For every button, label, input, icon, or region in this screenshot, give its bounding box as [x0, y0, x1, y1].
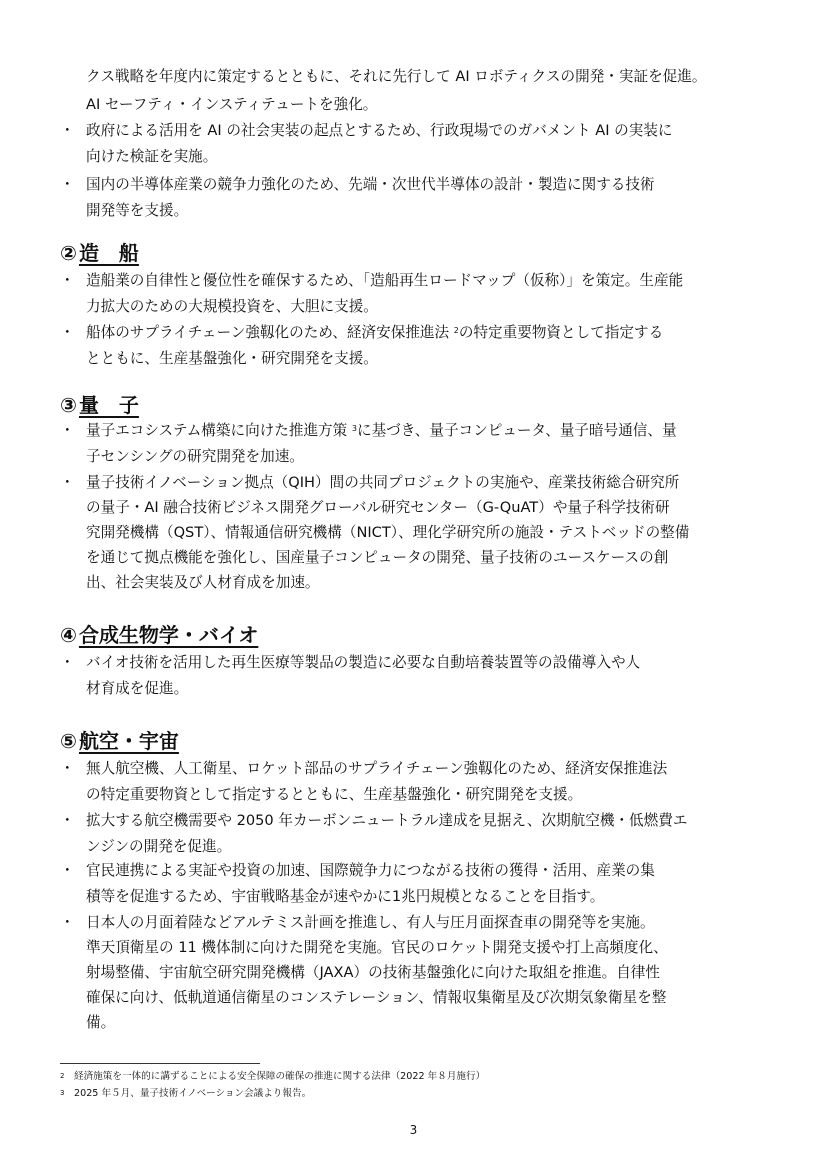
bullet-text: 量子技術イノベーション拠点（QIH）間の共同プロジェクトの実施や、産業技術総合研究所: [86, 474, 680, 491]
bullet-text: 準天頂衛星の 11 機体制に向けた開発を実施。官民のロケット開発支援や打上高頻度化、: [86, 939, 668, 956]
section-title: 航空・宇宙: [78, 729, 179, 753]
bullet-text: 無人航空機、人工衛星、ロケット部品のサプライチェーン強靱化のため、経済安保推進法: [86, 760, 668, 777]
bullet-mark: ・: [60, 914, 75, 931]
bullet-text: 船体のサプライチェーン強靱化のため、経済安保推進法 $^2$の特定重要物資として指定する: [86, 324, 664, 341]
bullet-text: 確保に向け、低軌道通信衛星のコンステレーション、情報収集衛星及び次期気象衛星を整: [86, 989, 667, 1006]
bullet-mark: ・: [60, 760, 75, 777]
bullet-mark: ・: [60, 654, 75, 671]
section-title: 造 船: [78, 241, 139, 265]
footnote-number: 3: [60, 1089, 65, 1097]
page-number: 3: [409, 1123, 418, 1137]
bullet-text: 出、社会実装及び人材育成を加速。: [86, 574, 320, 591]
bullet-text: 日本人の月面着陸などアルテミス計画を推進し、有人与圧月面探査車の開発等を実施。: [86, 914, 655, 931]
bullet-mark: ・: [60, 422, 75, 439]
bullet-text: とともに、生産基盤強化・研究開発を支援。: [86, 350, 378, 367]
bullet-mark: ・: [60, 474, 75, 491]
bullet-mark: ・: [60, 272, 75, 289]
bullet-mark: ・: [60, 122, 75, 139]
bullet-text: バイオ技術を活用した再生医療等製品の製造に必要な自動培養装置等の設備導入や人: [86, 654, 641, 671]
section-title: 量 子: [78, 393, 139, 417]
footnote-text: 2025 年５月、量子技術イノベーション会議より報告。: [74, 1088, 312, 1099]
bullet-text: ンジンの開発を促進。: [86, 838, 232, 855]
section-heading-shipbuilding: [60, 238, 139, 268]
bullet-text: 政府による活用を AI の社会実装の起点とするため、行政現場でのガバメント AI の実装に: [86, 122, 673, 139]
footnote-ref: 3: [351, 424, 357, 433]
section-number: ③: [60, 393, 77, 417]
footnote-ref: 2: [453, 326, 459, 335]
bullet-text: 射場整備、宇宙航空研究開発機構（JAXA）の技術基盤強化に向けた取組を推進。自律性: [86, 964, 660, 981]
bullet-text: 積等を促進するため、宇宙戦略基金が速やかに1兆円規模となることを目指す。: [86, 888, 605, 905]
bullet-mark: ・: [60, 862, 75, 879]
section-number: ②: [60, 241, 77, 265]
bullet-text: 造船業の自律性と優位性を確保するため、「造船再生ロードマップ（仮称）」を策定。生産能: [86, 272, 684, 289]
bullet-text: の特定重要物資として指定するとともに、生産基盤強化・研究開発を支援。: [86, 786, 583, 803]
footnote: [60, 1070, 485, 1083]
bullet-text: 拡大する航空機需要や 2050 年カーボンニュートラル達成を見据え、次期航空機・低燃費エ: [86, 812, 688, 829]
bullet-text: 力拡大のための大規模投資を、大胆に支援。: [86, 298, 378, 315]
bullet-text: 究開発機構（QST）、情報通信研究機構（NICT）、理化学研究所の施設・テストベッドの整備: [86, 524, 690, 541]
bullet-mark: ・: [60, 812, 75, 829]
bullet-mark: ・: [60, 324, 75, 341]
bullet-text: 開発等を支援。: [86, 202, 189, 219]
footnote-number: 2: [60, 1072, 65, 1080]
section-heading-aerospace: [60, 726, 179, 756]
bullet-text: 材育成を促進。: [86, 680, 189, 697]
bullet-text: の量子・AI 融合技術ビジネス開発グローバル研究センター（G-QuAT）や量子科学技術研: [86, 499, 670, 516]
bullet-text: 量子エコシステム構築に向けた推進方策 $^3$に基づき、量子コンピュータ、量子暗号通信、量: [86, 422, 677, 439]
footnote: [60, 1087, 311, 1100]
section-number: ⑤: [60, 729, 77, 753]
intro-line: AI セーフティ・インスティテュートを強化。: [86, 96, 378, 113]
bullet-text: を通じて拠点機能を強化し、国産量子コンピュータの開発、量子技術のユースケースの創: [86, 549, 669, 566]
bullet-text: 備。: [86, 1014, 116, 1031]
footnote-divider: [60, 1063, 260, 1064]
section-heading-quantum: [60, 390, 139, 420]
section-heading-biotech: [60, 620, 258, 650]
bullet-text: 官民連携による実証や投資の加速、国際競争力につながる技術の獲得・活用、産業の集: [86, 862, 655, 879]
bullet-text: 国内の半導体産業の競争力強化のため、先端・次世代半導体の設計・製造に関する技術: [86, 176, 655, 193]
bullet-text: 子センシングの研究開発を加速。: [86, 448, 304, 465]
section-number: ④: [60, 623, 77, 647]
intro-line: クス戦略を年度内に策定するとともに、それに先行して AI ロボティクスの開発・実証を促進。: [86, 68, 707, 85]
section-title: 合成生物学・バイオ: [78, 623, 259, 647]
bullet-mark: ・: [60, 176, 75, 193]
footnote-text: 経済施策を一体的に講ずることによる安全保障の確保の推進に関する法律（2022 年８月施行）: [74, 1071, 486, 1082]
bullet-text: 向けた検証を実施。: [86, 148, 218, 165]
